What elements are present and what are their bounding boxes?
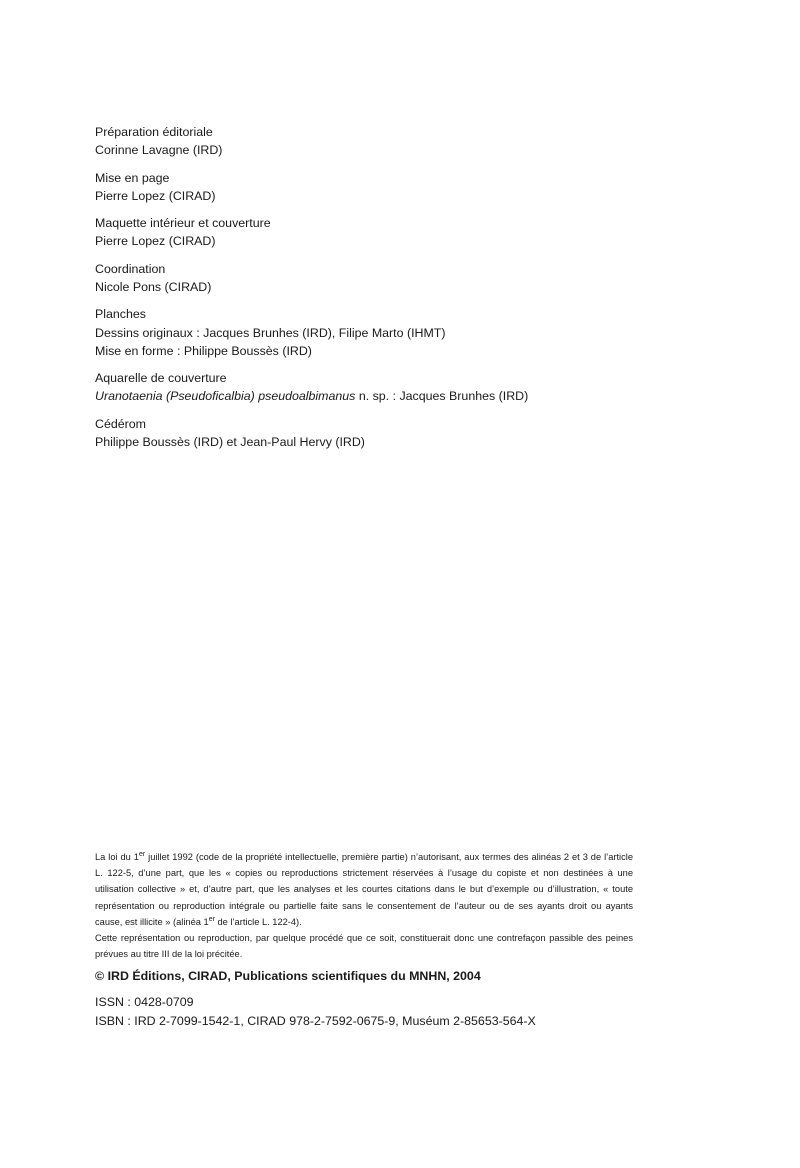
credit-heading: Aquarelle de couverture: [95, 371, 227, 386]
credit-line: Pierre Lopez (CIRAD): [95, 188, 216, 203]
credit-line: Philippe Boussès (IRD) et Jean-Paul Hervy (IRD): [95, 434, 365, 449]
credit-line: Pierre Lopez (CIRAD): [95, 234, 216, 249]
isbn: ISBN : IRD 2-7099-1542-1, CIRAD 978-2-7592-0675-9, Muséum 2-85653-564-X: [95, 1013, 536, 1028]
credit-heading: Cédérom: [95, 416, 146, 431]
species-credit: n. sp. : Jacques Brunhes (IRD): [355, 389, 529, 404]
credit-line: [95, 387, 735, 405]
credit-design: [95, 214, 735, 250]
legal-paragraph-1: [95, 849, 633, 930]
credit-line: Corinne Lavagne (IRD): [95, 143, 223, 158]
superscript: er: [208, 915, 215, 923]
credit-heading: Planches: [95, 307, 146, 322]
superscript: er: [138, 851, 146, 858]
credit-cover: [95, 369, 735, 405]
legal-text: juillet 1992 (code de la propriété intellectuelle, première partie) n’autorisant, aux termes des alinéas 2 et 3 de l’article L. 122-5, d’une part, que les « copies ou reproductions strictement réservées à l’usage du copiste et non destinées à une utilisation collective » et, d’autre part, que les analyses et les courtes citations dans le but d’exemple ou d’illustration, « toute représentation ou reproduction intégrale ou partielle faite sans le consentement de l’auteur ou de ses ayants droit ou ayants cause, est illicite » (alinéa 1: [95, 852, 634, 927]
legal-notice: [95, 849, 633, 962]
legal-paragraph-2: Cette représentation ou reproduction, par quelque procédé que ce soit, constituerait donc une contrefaçon passible des peines prévues au titre III de la loi précitée.: [95, 933, 633, 960]
copyright-line: © IRD Éditions, CIRAD, Publications scientifiques du MNHN, 2004: [95, 969, 481, 983]
credit-heading: Mise en page: [95, 170, 170, 185]
credit-layout: [95, 169, 735, 205]
credit-coordination: [95, 260, 735, 296]
credit-cdrom: [95, 415, 735, 451]
credits-section: [95, 123, 735, 460]
identifiers: [95, 993, 536, 1030]
credit-line: Nicole Pons (CIRAD): [95, 279, 212, 294]
legal-text: de l’article L. 122-4).: [214, 916, 302, 927]
credit-heading: Coordination: [95, 261, 166, 276]
species-name: Uranotaenia (Pseudoficalbia) pseudoalbimanus: [95, 389, 356, 404]
credit-heading: Maquette intérieur et couverture: [95, 216, 271, 231]
issn: ISSN : 0428-0709: [95, 995, 194, 1009]
credit-plates: [95, 305, 735, 360]
credit-heading: Préparation éditoriale: [95, 125, 213, 139]
credit-line: Dessins originaux : Jacques Brunhes (IRD), Filipe Marto (IHMT): [95, 325, 446, 340]
credit-editorial: [95, 123, 735, 159]
legal-text: La loi du 1: [95, 852, 139, 862]
credit-line: Mise en forme : Philippe Boussès (IRD): [95, 343, 312, 358]
